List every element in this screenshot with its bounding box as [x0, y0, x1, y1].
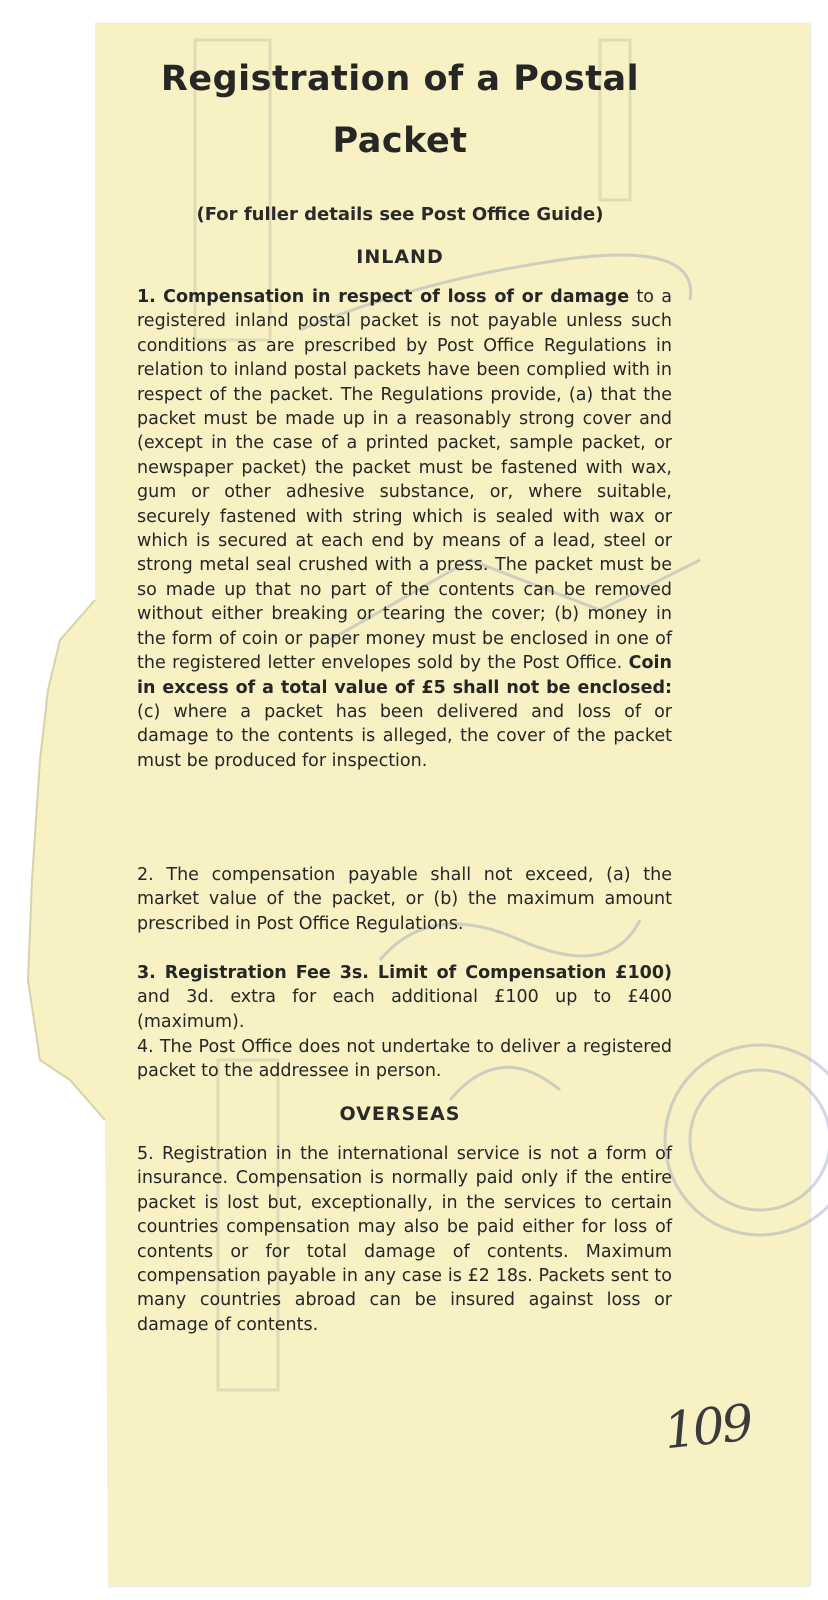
paragraph-1-text: to a registered inland postal packet is not payable unless such conditions as are prescribed by Post Office Regulations in relation to inland postal packets have been complied with in respect of the packet. The Regulations provide, (a) that the packet must be made up in a reasonably strong cover and (except in the case of a printed packet, sample packet, or newspaper packet) the packet must be fastened with wax, gum or other adhesive substance, or, where suitable, securely fastened with string which is sealed with wax or which is secured at each end by means of a lead, steel or strong metal seal crushed with a press. The packet must be so made up that no part of the contents can be removed without either breaking or tearing the cover; (b) money in the form of coin or paper money must be enclosed in one of the registered letter envelopes sold by the Post Office.	[137, 287, 672, 674]
inland-heading: INLAND	[356, 246, 444, 268]
paragraph-3-text: and 3d. extra for each additional £100 up to £400 (maximum).	[137, 987, 672, 1032]
title-line-1: Registration of a Postal	[160, 59, 640, 99]
paragraph-5: 5. Registration in the international service is not a form of insurance. Compensation is normally paid only if the entire packet is lost but, exceptionally, in the services to certain countries compensation may also be paid either for loss of contents or for total damage of contents. Maximum compensation payable in any case is £2 18s. Packets sent to many countries abroad can be insured against loss or damage of contents.	[137, 1144, 672, 1335]
overseas-heading: OVERSEAS	[339, 1103, 461, 1125]
paragraph-1-bold-2: Coin in excess of a total value of £5 shall not be enclosed:	[137, 653, 672, 698]
paragraph-1	[137, 285, 672, 773]
paragraph-1-bold: Compensation in respect of loss of or damage	[163, 287, 630, 307]
paragraph-3-bold: 3. Registration Fee 3s. Limit of Compensation £100)	[137, 963, 672, 983]
paragraph-4: 4. The Post Office does not undertake to deliver a registered packet to the addressee in person.	[137, 1037, 672, 1082]
paragraph-2: 2. The compensation payable shall not exceed, (a) the market value of the packet, or (b) the maximum amount prescribed in Post Office Regulations.	[137, 865, 672, 934]
handwritten-number: 109	[661, 1393, 754, 1461]
subtitle: (For fuller details see Post Office Guide)	[196, 204, 604, 225]
title-line-2: Packet	[332, 121, 468, 161]
paragraph-1-number: 1.	[137, 287, 156, 307]
paragraph-3	[137, 961, 672, 1034]
paragraph-1-text-2: (c) where a packet has been delivered and loss of or damage to the contents is alleged, the cover of the packet must be produced for inspection.	[137, 701, 672, 771]
